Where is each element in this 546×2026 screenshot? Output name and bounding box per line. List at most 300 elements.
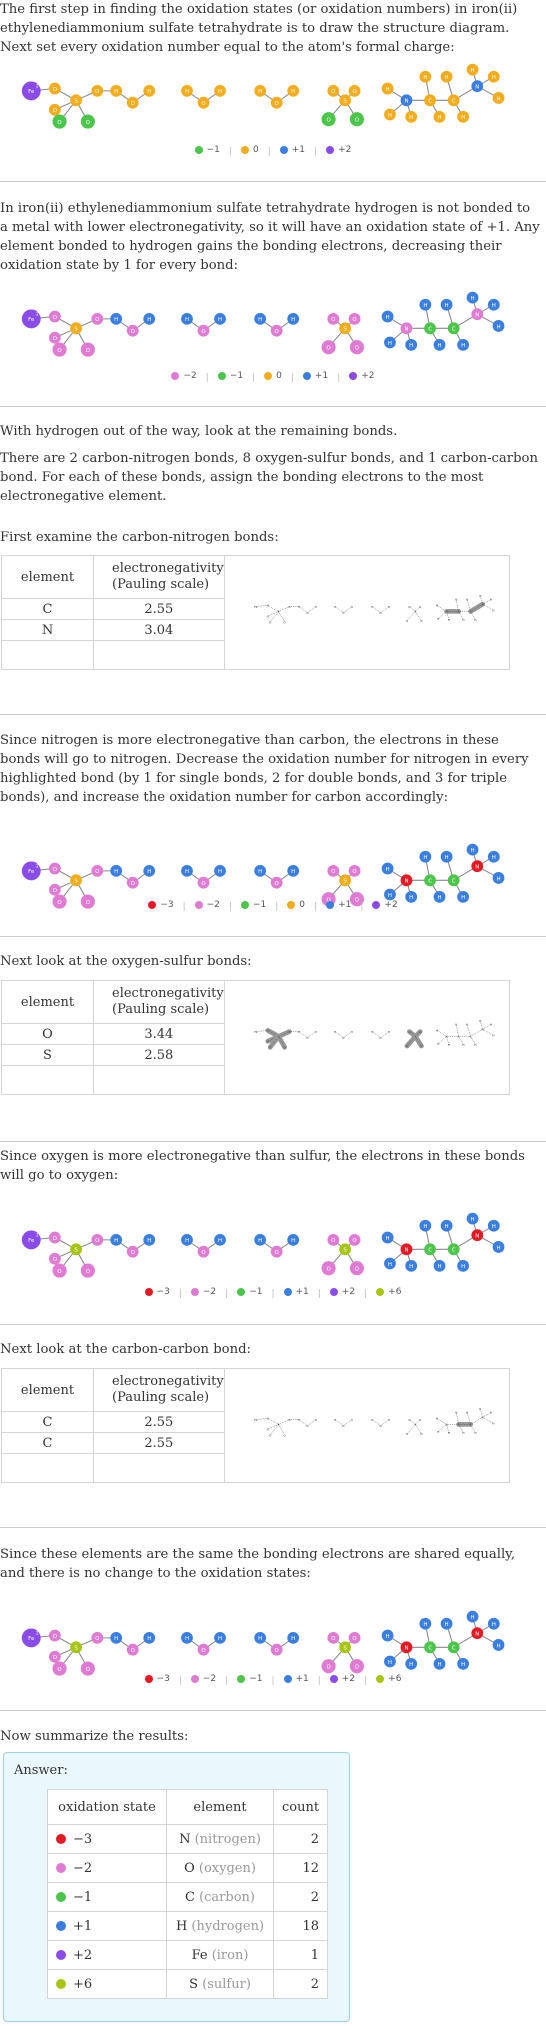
element-symbol: H — [175, 1918, 192, 1934]
legend-separator: | — [225, 1289, 229, 1299]
atom-label: C — [428, 1247, 432, 1254]
en-cell: 3.04 — [94, 620, 225, 641]
atom-label: H — [258, 869, 263, 876]
atom-label: O — [57, 119, 62, 126]
element-symbol: N — [179, 1831, 195, 1847]
atom-label: H — [496, 876, 501, 883]
atom-label: O — [331, 1238, 336, 1245]
header-electronegativity: electronegativity (Pauling scale) — [94, 556, 225, 599]
structure-diagram-1 — [0, 58, 546, 138]
atom-label: O — [85, 119, 91, 126]
atom-label: S — [74, 98, 78, 105]
element-name: (iron) — [211, 1947, 249, 1963]
atom-label: O — [331, 1636, 336, 1643]
atom-label: H — [423, 75, 428, 82]
charge-label: 2+ — [35, 863, 43, 869]
state-value: −2 — [73, 1860, 93, 1876]
legend-label: +6 — [388, 1287, 402, 1297]
summary-row — [48, 1912, 328, 1941]
cn-electronegativity-table — [1, 555, 510, 670]
atom-label: O — [57, 1268, 62, 1275]
legend-item — [191, 1674, 216, 1684]
atom-label: H — [423, 1224, 428, 1231]
atom-label: H — [461, 617, 465, 622]
atom-label: H — [461, 1042, 465, 1047]
atom-label: O — [57, 899, 62, 906]
legend-separator: | — [271, 1289, 275, 1299]
header-element: element — [2, 981, 94, 1024]
atom-label: C — [451, 326, 456, 333]
atom-label: N — [404, 1247, 409, 1254]
legend-label: +1 — [338, 900, 352, 910]
state-value: −1 — [73, 1889, 93, 1905]
atom-label: O — [266, 613, 269, 618]
atom-label: O — [274, 101, 279, 108]
element-cell — [167, 1854, 274, 1883]
header-element: element — [2, 556, 94, 599]
legend-label: −3 — [160, 900, 174, 910]
atom-label: C — [469, 609, 472, 614]
atom-label: N — [481, 1026, 484, 1031]
atom-label: O — [95, 1238, 100, 1245]
charge-label: − — [92, 114, 97, 120]
step1-text: The first step in finding the oxidation states (or oxidation numbers) in iron(ii) ethylenediammonium sulfate tetrahydrate is to draw the structure diagram. Next set every oxidation number equal to the atom's formal charge: — [0, 2, 518, 55]
legend-separator: | — [178, 1676, 182, 1686]
atom-label: H — [218, 1238, 223, 1245]
charge-label: + — [411, 872, 415, 878]
atom-label: C — [451, 1645, 456, 1652]
atom-label: H — [491, 1032, 495, 1037]
atom-label: O — [405, 618, 408, 623]
atom-label: S — [277, 1034, 280, 1039]
summary-row — [48, 1854, 328, 1883]
atom-label: H — [496, 324, 501, 331]
legend-label: −1 — [249, 1674, 263, 1684]
atom-label: O — [57, 347, 62, 354]
legend-separator: | — [364, 1289, 368, 1299]
legend-color-dot — [145, 1675, 153, 1683]
atom-label: H — [350, 1029, 353, 1034]
element-cell: C — [2, 1412, 94, 1433]
legend-item — [330, 1287, 355, 1297]
atom-label: O — [341, 610, 345, 615]
legend-item — [145, 1674, 170, 1684]
atom-label: O — [418, 1029, 422, 1034]
atom-label: H — [387, 112, 392, 119]
structure-diagram-5 — [0, 1605, 546, 1685]
state-color-dot — [56, 1950, 66, 1960]
legend-item — [241, 145, 259, 155]
atom-label: N — [445, 609, 448, 614]
legend-color-dot — [195, 901, 203, 909]
legend-item — [237, 1287, 262, 1297]
charge-label: − — [92, 894, 97, 900]
legend-label: −1 — [229, 371, 244, 381]
atom-label: C — [451, 878, 456, 885]
atom-label: Fe — [253, 604, 258, 609]
element-name: (hydrogen) — [191, 1918, 265, 1934]
charge-label: + — [411, 320, 415, 326]
legend-item — [376, 1287, 401, 1297]
legend-separator: | — [271, 1676, 275, 1686]
atom-label: S — [414, 1422, 417, 1427]
atom-label: S — [343, 1247, 347, 1254]
summary-row — [48, 1970, 328, 1999]
charge-label: − — [64, 114, 68, 120]
atom-label: O — [52, 314, 57, 321]
en-cell: 2.58 — [94, 1045, 225, 1066]
atom-label: H — [447, 1430, 450, 1435]
atom-label: H — [114, 317, 119, 324]
atom-label: O — [326, 345, 331, 352]
atom-label: C — [428, 326, 432, 333]
atom-label: Fe — [28, 1238, 35, 1245]
atom-label: H — [385, 866, 390, 873]
atom-label: O — [52, 888, 57, 895]
atom-label: H — [447, 1042, 450, 1047]
atom-label: H — [387, 1029, 390, 1034]
atom-label: H — [461, 1264, 466, 1271]
cc-highlight-cell — [224, 1369, 509, 1483]
atom-label: O — [287, 1029, 291, 1034]
atom-label: O — [379, 610, 382, 615]
legend-color-dot — [284, 1288, 292, 1296]
atom-label: S — [74, 1247, 78, 1254]
charge-label: − — [361, 111, 366, 117]
atom-label: H — [473, 617, 477, 622]
atom-label: H — [435, 1028, 438, 1033]
atom-label: O — [352, 869, 357, 876]
atom-label: O — [287, 1417, 291, 1422]
atom-label: O — [331, 89, 336, 96]
legend-item — [303, 371, 328, 381]
atom-label: O — [418, 604, 422, 609]
atom-label: O — [52, 1235, 57, 1242]
legend-label: −3 — [156, 1674, 170, 1684]
oxidation-state-cell — [48, 1941, 167, 1970]
legend-separator: | — [252, 373, 256, 383]
charge-label: + — [411, 1241, 415, 1247]
atom-label: O — [95, 869, 100, 876]
legend-separator: | — [314, 902, 318, 912]
summary-row — [48, 1941, 328, 1970]
legend-label: 0 — [276, 371, 282, 381]
legend-label: +1 — [295, 1287, 309, 1297]
element-name: (oxygen) — [198, 1860, 256, 1876]
state-value: +2 — [73, 1947, 93, 1963]
atom-label: O — [130, 881, 135, 888]
empty-cell — [2, 1454, 94, 1483]
atom-label: O — [52, 108, 57, 115]
atom-label: N — [445, 1422, 448, 1427]
atom-label: O — [326, 1266, 331, 1273]
legend-item — [372, 900, 397, 910]
atom-label: O — [274, 1648, 279, 1655]
atom-label: H — [491, 75, 496, 82]
atom-label: O — [85, 1268, 91, 1275]
bond-line — [469, 1026, 484, 1039]
atom-label: O — [201, 1250, 206, 1257]
atom-label: H — [184, 1238, 190, 1245]
atom-label: O — [341, 1035, 345, 1040]
charge-label: + — [411, 92, 415, 98]
atom-label: H — [437, 1264, 442, 1271]
legend-color-dot — [237, 1288, 245, 1296]
atom-label: Fe — [28, 317, 35, 324]
state-color-dot — [56, 1834, 66, 1844]
atom-label: O — [407, 1029, 411, 1034]
atom-label: N — [404, 878, 409, 885]
os-bond-highlight-diagram — [227, 1016, 507, 1056]
legend-label: −2 — [206, 900, 220, 910]
state-color-dot — [56, 1979, 66, 1989]
atom-label: N — [475, 312, 480, 319]
atom-label: H — [409, 895, 414, 902]
atom-label: S — [277, 609, 280, 614]
atom-label: H — [385, 1633, 390, 1640]
legend-color-dot — [171, 372, 179, 380]
atom-label: H — [218, 1636, 223, 1643]
atom-label: O — [268, 1044, 272, 1049]
atom-label: C — [428, 1645, 432, 1652]
charge-label: − — [333, 111, 337, 117]
legend-label: −2 — [202, 1287, 217, 1297]
legend-item — [218, 371, 243, 381]
atom-label: O — [419, 1043, 423, 1048]
legend-color-dot — [376, 1288, 384, 1296]
atom-label: H — [470, 68, 475, 74]
step3-bonds-text: There are 2 carbon-nitrogen bonds, 8 oxygen-sulfur bonds, and 1 carbon-carbon bond. For each of these bonds, assign the bonding electrons to the most electronegative element. — [0, 451, 538, 504]
atom-label: O — [407, 604, 411, 609]
atom-label: H — [258, 317, 263, 324]
legend-4 — [0, 1287, 546, 1299]
answer-title: Answer: — [14, 1763, 68, 1778]
legend-3 — [0, 897, 546, 912]
step5-text: Next look at the oxygen-sulfur bonds: — [0, 954, 252, 969]
legend-separator: | — [275, 902, 279, 912]
charge-label: − — [92, 1263, 97, 1269]
charge-label: + — [411, 1639, 415, 1645]
legend-item — [349, 371, 374, 381]
atom-label: H — [423, 303, 428, 310]
atom-label: O — [130, 329, 135, 336]
legend-label: +1 — [314, 371, 329, 381]
atom-label: H — [423, 855, 428, 862]
legend-item — [237, 1674, 262, 1684]
atom-label: H — [385, 86, 390, 93]
atom-label: O — [268, 1432, 272, 1437]
atom-label: C — [428, 878, 432, 885]
atom-label: S — [277, 1422, 280, 1427]
state-color-dot — [56, 1892, 66, 1902]
header-count: count — [274, 1790, 328, 1825]
oxidation-state-cell — [48, 1854, 167, 1883]
count-cell: 1 — [274, 1941, 328, 1970]
atom-label: H — [370, 1029, 374, 1034]
atom-label: H — [385, 1235, 390, 1242]
legend-item — [195, 145, 220, 155]
atom-label: S — [74, 326, 78, 333]
atom-label: H — [489, 1022, 492, 1027]
atom-label: N — [404, 326, 409, 333]
atom-label: O — [326, 117, 331, 124]
legend-color-dot — [264, 372, 272, 380]
legend-item — [280, 145, 305, 155]
legend-color-dot — [191, 1675, 199, 1683]
atom-label: H — [489, 597, 492, 602]
legend-separator: | — [337, 373, 341, 383]
state-color-dot — [56, 1863, 66, 1873]
atom-label: O — [85, 347, 91, 354]
atom-label: S — [343, 326, 347, 333]
count-cell: 2 — [274, 1825, 328, 1854]
charge-label: − — [333, 891, 337, 897]
legend-separator: | — [182, 902, 186, 912]
step3-intro: With hydrogen out of the way, look at the remaining bonds. — [0, 424, 398, 439]
legend-separator: | — [317, 1289, 321, 1299]
atom-label: H — [258, 1238, 263, 1245]
oxidation-state-cell — [48, 1912, 167, 1941]
element-name: (carbon) — [199, 1889, 255, 1905]
legend-separator: | — [360, 902, 364, 912]
en-cell: 2.55 — [94, 599, 225, 620]
atom-label: H — [473, 1430, 477, 1435]
divider — [0, 406, 546, 407]
atom-label: Fe — [28, 1636, 35, 1643]
atom-label: N — [445, 1034, 448, 1039]
atom-label: H — [387, 1417, 390, 1422]
atom-label: H — [437, 1662, 442, 1669]
atom-label: O — [95, 317, 100, 324]
atom-label: O — [419, 618, 423, 623]
atom-label: O — [85, 1666, 91, 1673]
atom-label: O — [266, 1426, 269, 1431]
atom-label: H — [387, 892, 392, 899]
legend-label: 0 — [299, 900, 306, 910]
atom-label: H — [496, 96, 501, 103]
atom-label: O — [283, 619, 286, 624]
atom-label: H — [435, 1416, 438, 1421]
legend-label: −1 — [252, 900, 267, 910]
atom-label: H — [218, 89, 223, 96]
atom-label: H — [297, 1029, 300, 1034]
charge-label: + — [482, 858, 486, 864]
atom-label: H — [444, 855, 449, 862]
state-value: +6 — [73, 1976, 93, 1992]
os-electronegativity-table — [1, 980, 510, 1095]
atom-label: O — [352, 317, 357, 324]
legend-color-dot — [195, 146, 203, 154]
atom-label: O — [405, 1043, 408, 1048]
atom-label: O — [274, 1250, 279, 1257]
legend-item — [326, 900, 351, 910]
legend-separator: | — [314, 147, 318, 157]
legend-color-dot — [372, 901, 380, 909]
count-cell: 12 — [274, 1854, 328, 1883]
legend-item — [191, 1287, 216, 1297]
atom-label: N — [481, 1414, 484, 1419]
atom-label: H — [218, 869, 223, 876]
atom-label: H — [114, 89, 119, 96]
legend-color-dot — [284, 1675, 292, 1683]
charge-label: 2+ — [35, 311, 43, 317]
atom-label: O — [354, 1266, 360, 1273]
bond-line — [253, 604, 267, 609]
charge-label: − — [361, 891, 366, 897]
legend-separator: | — [290, 373, 294, 383]
summary-row — [48, 1825, 328, 1854]
atom-label: O — [274, 881, 279, 888]
atom-label: O — [95, 1636, 100, 1643]
atom-label: O — [130, 1250, 135, 1257]
legend-item — [284, 1674, 309, 1684]
atom-label: H — [444, 303, 449, 310]
atom-label: H — [291, 869, 296, 876]
legend-item — [376, 1674, 401, 1684]
atom-label: H — [350, 604, 353, 609]
charge-label: − — [64, 894, 68, 900]
legend-label: +1 — [295, 1674, 309, 1684]
atom-label: H — [461, 115, 466, 122]
charge-label: + — [482, 78, 486, 84]
element-cell: O — [2, 1024, 94, 1045]
atom-label: H — [258, 89, 263, 96]
en-cell: 2.55 — [94, 1412, 225, 1433]
atom-label: O — [201, 881, 206, 888]
header-element: element — [2, 1369, 94, 1412]
atom-label: O — [305, 1423, 309, 1428]
atom-label: O — [352, 1238, 357, 1245]
legend-separator: | — [228, 902, 232, 912]
atom-label: H — [333, 604, 336, 609]
element-cell — [167, 1912, 274, 1941]
atom-label: H — [444, 1622, 449, 1629]
cc-bond-highlight-diagram — [227, 1404, 507, 1444]
atom-label: S — [414, 1034, 417, 1039]
charge-label: 2+ — [35, 1630, 43, 1636]
legend-label: +6 — [388, 1674, 402, 1684]
atom-label: H — [470, 848, 475, 854]
step8-text: Since these elements are the same the bonding electrons are shared equally, and there is no change to the oxidation states: — [0, 1547, 516, 1581]
atom-label: O — [201, 329, 206, 336]
summary-text: Now summarize the results: — [0, 1729, 189, 1744]
legend-2 — [0, 371, 546, 383]
atom-label: H — [491, 1622, 496, 1629]
atom-label: O — [266, 1028, 269, 1033]
legend-separator: | — [225, 1676, 229, 1686]
legend-label: −1 — [206, 145, 220, 155]
legend-separator: | — [317, 1676, 321, 1686]
element-symbol: O — [184, 1860, 199, 1876]
atom-label: O — [85, 899, 91, 906]
atom-label: C — [469, 1034, 472, 1039]
atom-label: H — [314, 1417, 317, 1422]
atom-label: S — [343, 98, 347, 105]
atom-label: H — [435, 603, 438, 608]
element-cell: C — [2, 1433, 94, 1454]
atom-label: Fe — [28, 89, 35, 96]
atom-label: O — [331, 317, 336, 324]
legend-color-dot — [148, 901, 156, 909]
structure-diagram-4 — [0, 1207, 546, 1287]
charge-label: − — [64, 1263, 68, 1269]
legend-color-dot — [330, 1288, 338, 1296]
atom-label: O — [130, 101, 135, 108]
bond-line — [469, 1414, 484, 1427]
atom-label: O — [95, 89, 100, 96]
empty-cell — [2, 641, 94, 670]
element-cell: C — [2, 599, 94, 620]
